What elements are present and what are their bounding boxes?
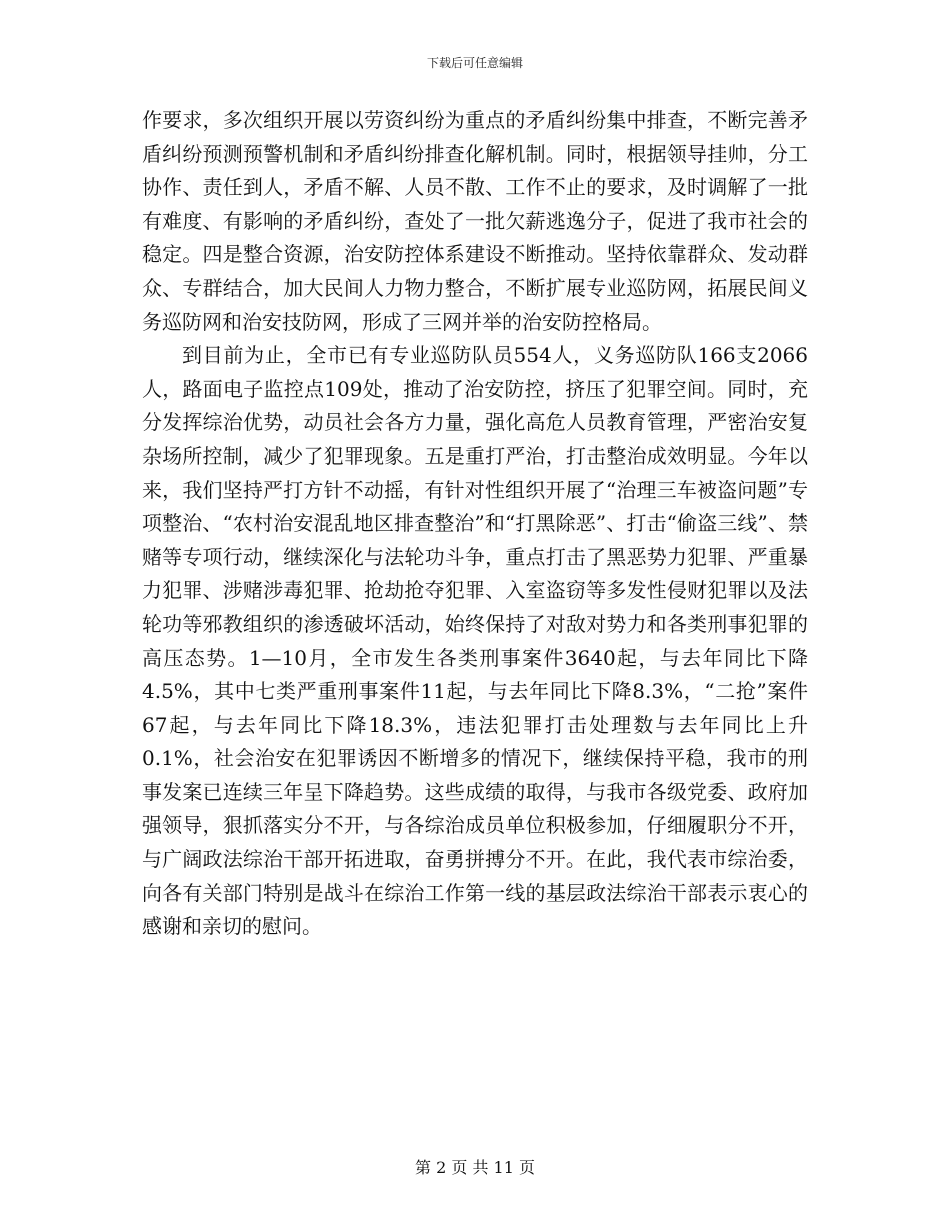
paragraph-continuation: 作要求，多次组织开展以劳资纠纷为重点的矛盾纠纷集中排查，不断完善矛盾纠纷预测预警机制和矛盾纠纷排查化解机制。同时，根据领导挂帅，分工协作、责任到人，矛盾不解、人员不散、工作不止的要求，及时调解了一批有难度、有影响的矛盾纠纷，查处了一批欠薪逃逸分子，促进了我市社会的稳定。四是整合资源，治安防控体系建设不断推动。坚持依靠群众、发动群众、专群结合，加大民间人力物力整合，不断扩展专业巡防网，拓展民间义务巡防网和治安技防网，形成了三网并举的治安防控格局。 xyxy=(142,108,808,334)
paragraph: 到目前为止，全市已有专业巡防队员554人，义务巡防队166支2066人，路面电子监控点109处，推动了治安防控，挤压了犯罪空间。同时，充分发挥综治优势，动员社会各方力量，强化高危人员教育管理，严密治安复杂场所控制，减少了犯罪现象。五是重打严治，打击整治成效明显。今年以来，我们坚持严打方针不动摇，有针对性组织开展了“治理三车被盗问题”专项整治、“农村治安混乱地区排查整治”和“打黑除恶”、打击“偷盗三线”、禁赌等专项行动，继续深化与法轮功斗争，重点打击了黑恶势力犯罪、严重暴力犯罪、涉赌涉毒犯罪、抢劫抢夺犯罪、入室盗窃等多发性侵财犯罪以及法轮功等邪教组织的渗透破坏活动，始终保持了对敌对势力和各类刑事犯罪的高压态势。1—10月，全市发生各类刑事案件3640起，与去年同比下降4.5%，其中七类严重刑事案件11起，与去年同比下降8.3%，“二抢”案件67起，与去年同比下降18.3%，违法犯罪打击处理数与去年同比上升0.1%，社会治安在犯罪诱因不断增多的情况下，继续保持平稳，我市的刑事发案已连续三年呈下降趋势。这些成绩的取得，与我市各级党委、政府加强领导，狠抓落实分不开，与各综治成员单位积极参加，仔细履职分不开，与广阔政法综治干部开拓进取，奋勇拼搏分不开。在此，我代表市综治委，向各有关部门特别是战斗在综治工作第一线的基层政法综治干部表示衷心的感谢和亲切的慰问。 xyxy=(142,343,808,939)
page-header: 下载后可任意编辑 xyxy=(426,56,523,70)
page-number: 第 2 页 共 11 页 xyxy=(415,1158,535,1177)
document-body xyxy=(142,104,808,944)
